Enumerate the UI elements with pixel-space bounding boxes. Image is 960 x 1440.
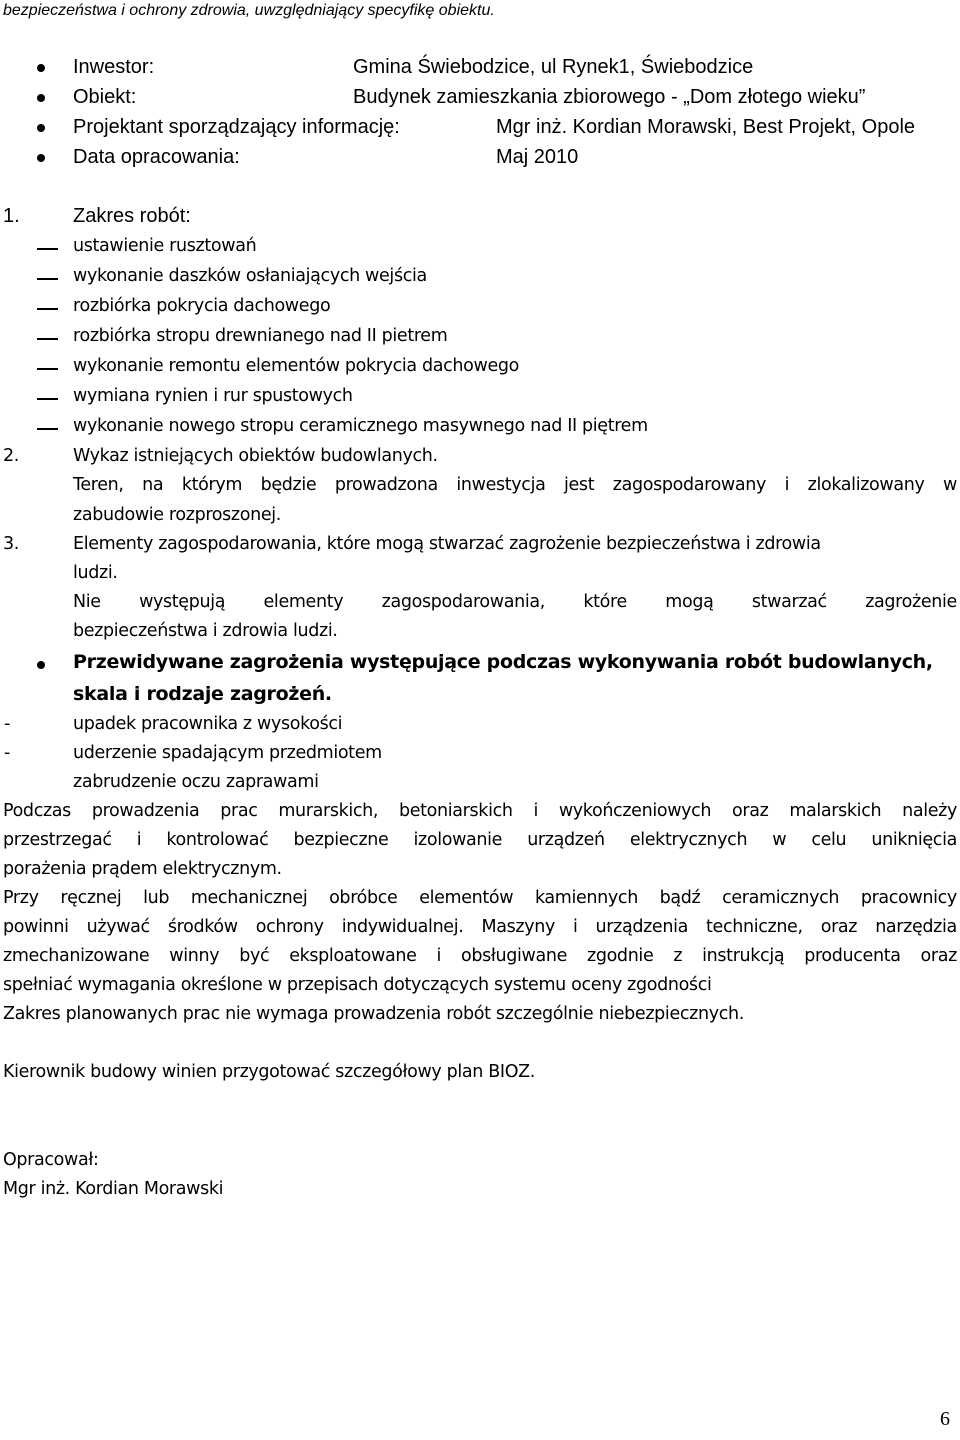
header-line: bezpieczeństwa i ochrony zdrowia, uwzględniający specyfikę obiektu. <box>3 2 495 19</box>
word: inwestycja <box>456 475 546 495</box>
word: przestrzegać <box>3 830 112 850</box>
word: obróbce <box>329 888 398 908</box>
word: jest <box>564 475 595 495</box>
word: prac <box>220 801 258 821</box>
paragraph-bioz-plan: Kierownik budowy winien przygotować szczegółowy plan BIOZ. <box>3 1062 535 1082</box>
word: oraz <box>732 801 769 821</box>
word: elementów <box>419 888 514 908</box>
word: ochrony <box>255 917 324 937</box>
word: Nie <box>73 592 101 612</box>
word: powinni <box>3 917 69 937</box>
word: na <box>142 475 164 495</box>
word: zagospodarowany <box>612 475 767 495</box>
dash-icon <box>37 278 58 280</box>
word: mechanicznej <box>190 888 308 908</box>
info-value: Maj 2010 <box>496 146 579 168</box>
dash-icon <box>37 428 58 430</box>
section-title: ludzi. <box>73 563 118 583</box>
word: w <box>772 830 787 850</box>
list-item: zabrudzenie oczu zaprawami <box>73 772 319 792</box>
dash-icon <box>37 338 58 340</box>
word: pracownicy <box>860 888 957 908</box>
word: elementy <box>263 592 344 612</box>
word: wykończeniowych <box>558 801 712 821</box>
paragraph-line <box>3 917 957 937</box>
word: izolowanie <box>413 830 503 850</box>
word: będzie <box>260 475 317 495</box>
word: instrukcją <box>702 946 785 966</box>
signature-label: Opracował: <box>3 1150 99 1170</box>
list-marker: - <box>4 743 10 763</box>
word: które <box>583 592 627 612</box>
word: używać <box>86 917 150 937</box>
info-label: Inwestor: <box>73 56 155 78</box>
section-text-line <box>73 592 957 612</box>
bullet-icon <box>37 661 45 669</box>
paragraph-line: spełniać wymagania określone w przepisach dotyczących systemu oceny zgodności <box>3 975 712 995</box>
info-label: Obiekt: <box>73 86 137 108</box>
bullet-icon <box>37 124 45 132</box>
word: betoniarskich <box>399 801 513 821</box>
section-text-line: bezpieczeństwa i zdrowia ludzi. <box>73 621 338 641</box>
list-item: wykonanie daszków osłaniających wejścia <box>73 266 427 286</box>
word: Przy <box>3 888 39 908</box>
word: eksploatowane <box>289 946 417 966</box>
word: urządzeń <box>527 830 605 850</box>
word: kamiennych <box>534 888 638 908</box>
list-item: wymiana rynien i rur spustowych <box>73 386 353 406</box>
word: Teren, <box>73 475 124 495</box>
word: uniknięcia <box>871 830 957 850</box>
section-number: 3. <box>3 534 19 554</box>
word: obsługiwane <box>461 946 568 966</box>
word: techniczne, <box>706 917 803 937</box>
dash-icon <box>37 398 58 400</box>
word: zagospodarowania, <box>381 592 545 612</box>
word: i <box>436 946 442 966</box>
word: prowadzona <box>334 475 438 495</box>
list-item: wykonanie nowego stropu ceramicznego masywnego nad II piętrem <box>73 416 648 436</box>
word: i <box>533 801 538 821</box>
list-item: ustawienie rusztowań <box>73 236 257 256</box>
word: elektrycznych <box>629 830 748 850</box>
section-title: Elementy zagospodarowania, które mogą stwarzać zagrożenie bezpieczeństwa i zdrowia <box>73 534 821 554</box>
list-marker: - <box>4 714 10 734</box>
word: indywidualnej. <box>341 917 464 937</box>
list-item: wykonanie remontu elementów pokrycia dachowego <box>73 356 519 376</box>
hazards-heading: Przewidywane zagrożenia występujące podczas wykonywania robót budowlanych, <box>73 651 933 673</box>
word: występują <box>139 592 226 612</box>
paragraph-line <box>3 946 957 966</box>
section-title: Wykaz istniejących obiektów budowlanych. <box>73 446 438 466</box>
word: ceramicznych <box>722 888 840 908</box>
hazards-heading: skala i rodzaje zagrożeń. <box>73 683 332 705</box>
word: lub <box>143 888 170 908</box>
word: należy <box>902 801 957 821</box>
page-number: 6 <box>940 1408 950 1430</box>
word: winny <box>169 946 220 966</box>
signature-name: Mgr inż. Kordian Morawski <box>3 1179 224 1199</box>
word: murarskich, <box>278 801 379 821</box>
bullet-icon <box>37 154 45 162</box>
section-text-line: zabudowie rozproszonej. <box>73 505 282 525</box>
word: oraz <box>920 946 957 966</box>
section-text-line <box>73 475 957 495</box>
word: kontrolować <box>166 830 269 850</box>
word: mogą <box>665 592 714 612</box>
paragraph-line <box>3 888 957 908</box>
word: i <box>136 830 142 850</box>
word: stwarzać <box>751 592 827 612</box>
word: prowadzenia <box>91 801 200 821</box>
bullet-icon <box>37 94 45 102</box>
word: Maszyny <box>481 917 555 937</box>
info-value: Budynek zamieszkania zbiorowego - „Dom złotego wieku” <box>353 86 866 108</box>
section-number: 2. <box>3 446 19 466</box>
list-item: upadek pracownika z wysokości <box>73 714 343 734</box>
word: Podczas <box>3 801 71 821</box>
info-value: Mgr inż. Kordian Morawski, Best Projekt, Opole <box>496 116 916 138</box>
word: zagrożenie <box>865 592 957 612</box>
dash-icon <box>37 308 58 310</box>
info-value: Gmina Świebodzice, ul Rynek1, Świebodzice <box>353 56 754 78</box>
word: producenta <box>804 946 901 966</box>
word: narzędzia <box>875 917 957 937</box>
word: celu <box>811 830 847 850</box>
word: być <box>239 946 270 966</box>
list-item: rozbiórka pokrycia dachowego <box>73 296 331 316</box>
word: bezpieczne <box>293 830 389 850</box>
paragraph-line: porażenia prądem elektrycznym. <box>3 859 282 879</box>
word: oraz <box>820 917 858 937</box>
list-item: uderzenie spadającym przedmiotem <box>73 743 382 763</box>
word: środków <box>167 917 238 937</box>
dash-icon <box>37 368 58 370</box>
word: malarskich <box>789 801 882 821</box>
word: ręcznej <box>60 888 122 908</box>
word: bądź <box>659 888 701 908</box>
word: w <box>943 475 957 495</box>
dash-icon <box>37 248 58 250</box>
word: którym <box>181 475 243 495</box>
paragraph-line <box>3 830 957 850</box>
word: zlokalizowany <box>807 475 925 495</box>
info-label: Data opracowania: <box>73 146 240 168</box>
word: zgodnie <box>586 946 654 966</box>
section-title: Zakres robót: <box>73 205 191 227</box>
paragraph-line <box>3 801 957 821</box>
section-number: 1. <box>3 205 20 227</box>
word: i <box>784 475 790 495</box>
list-item: rozbiórka stropu drewnianego nad II pietrem <box>73 326 448 346</box>
info-label: Projektant sporządzający informację: <box>73 116 400 138</box>
paragraph-scope-note: Zakres planowanych prac nie wymaga prowadzenia robót szczególnie niebezpiecznych. <box>3 1004 744 1024</box>
word: i <box>573 917 578 937</box>
word: urządzenia <box>595 917 688 937</box>
word: zmechanizowane <box>3 946 150 966</box>
bullet-icon <box>37 64 45 72</box>
word: z <box>673 946 683 966</box>
